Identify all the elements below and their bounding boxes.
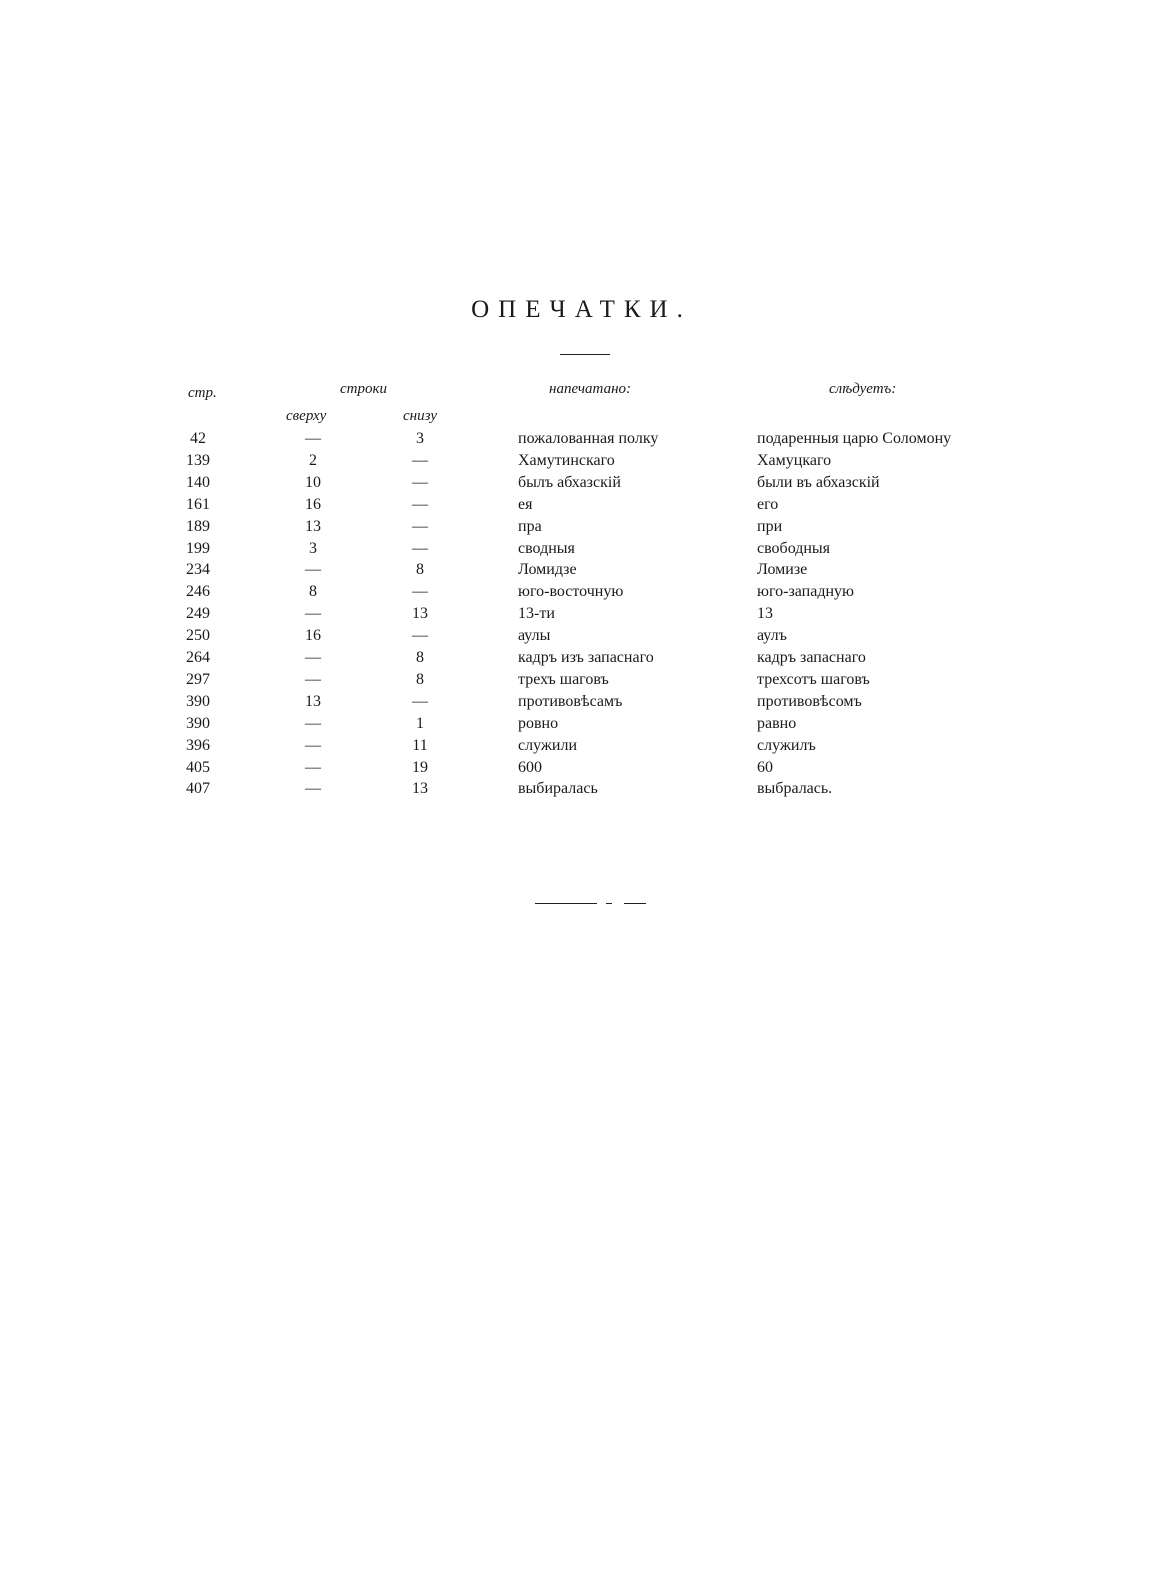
row-line-from-bottom: 8 bbox=[416, 670, 424, 688]
end-rule-right bbox=[624, 903, 646, 904]
row-line-from-top: 8 bbox=[309, 583, 317, 601]
row-page-number: 139 bbox=[186, 451, 210, 469]
table-row bbox=[0, 474, 1163, 496]
row-correct-text: трехсотъ шаговъ bbox=[757, 670, 870, 688]
row-page-number: 42 bbox=[190, 430, 206, 447]
row-line-from-bottom: 8 bbox=[416, 561, 424, 579]
row-printed-text: ея bbox=[518, 495, 533, 513]
table-row bbox=[0, 737, 1163, 759]
row-page-number: 264 bbox=[186, 649, 210, 666]
row-line-from-bottom: — bbox=[412, 495, 428, 513]
row-line-from-bottom: — bbox=[412, 517, 428, 535]
header-page: стр. bbox=[188, 385, 217, 401]
row-line-from-top: 13 bbox=[305, 517, 321, 535]
table-row bbox=[0, 627, 1163, 649]
row-correct-text: свободныя bbox=[757, 539, 831, 557]
row-printed-text: сводныя bbox=[518, 539, 575, 557]
row-printed-text: 13-ти bbox=[518, 605, 555, 623]
row-correct-text: при bbox=[757, 517, 783, 535]
row-line-from-top: — bbox=[305, 736, 321, 754]
row-printed-text: 600 bbox=[518, 758, 542, 776]
row-line-from-bottom: — bbox=[412, 539, 428, 557]
table-row bbox=[0, 561, 1163, 583]
row-page-number: 405 bbox=[186, 758, 210, 776]
row-correct-text: выбралась. bbox=[757, 780, 833, 798]
row-correct-text: 60 bbox=[757, 758, 773, 776]
table-row bbox=[0, 452, 1163, 474]
title-rule bbox=[560, 354, 610, 355]
table-row bbox=[0, 649, 1163, 671]
row-page-number: 407 bbox=[186, 780, 210, 798]
row-page-number: 249 bbox=[186, 605, 210, 623]
row-line-from-bottom: — bbox=[412, 451, 428, 469]
row-line-from-top: — bbox=[305, 670, 321, 688]
row-correct-text: подаренныя царю Соломону bbox=[757, 430, 952, 447]
header-should-read: слѣдуетъ: bbox=[829, 381, 897, 397]
row-page-number: 396 bbox=[186, 736, 210, 754]
header-printed: напечатано: bbox=[549, 381, 632, 397]
row-printed-text: юго-восточную bbox=[518, 583, 624, 601]
row-line-from-bottom: 13 bbox=[412, 605, 428, 623]
row-printed-text: пра bbox=[518, 517, 542, 535]
header-from-top: сверху bbox=[286, 408, 327, 424]
row-line-from-bottom: — bbox=[412, 473, 428, 491]
row-correct-text: служилъ bbox=[757, 736, 816, 754]
table-row bbox=[0, 605, 1163, 627]
row-line-from-bottom: 3 bbox=[416, 430, 424, 447]
row-printed-text: былъ абхазскій bbox=[518, 473, 621, 491]
row-line-from-bottom: 11 bbox=[412, 736, 428, 754]
table-row bbox=[0, 496, 1163, 518]
row-correct-text: равно bbox=[757, 714, 797, 732]
row-page-number: 161 bbox=[186, 495, 210, 513]
row-page-number: 140 bbox=[186, 473, 210, 491]
end-rule-dot bbox=[606, 903, 612, 904]
row-correct-text: юго-западную bbox=[757, 583, 854, 601]
row-correct-text: Хамуцкаго bbox=[757, 451, 832, 469]
row-line-from-bottom: 1 bbox=[416, 714, 424, 732]
row-line-from-bottom: — bbox=[412, 692, 428, 710]
row-printed-text: пожалованная полку bbox=[518, 430, 659, 447]
header-lines: строки bbox=[340, 381, 388, 397]
row-printed-text: трехъ шаговъ bbox=[518, 670, 609, 688]
row-correct-text: его bbox=[757, 495, 779, 513]
table-row bbox=[0, 715, 1163, 737]
row-page-number: 390 bbox=[186, 714, 210, 732]
row-line-from-top: — bbox=[305, 561, 321, 579]
row-correct-text: кадръ запаснаго bbox=[757, 649, 866, 666]
row-line-from-bottom: — bbox=[412, 627, 428, 645]
row-line-from-top: 13 bbox=[305, 692, 321, 710]
row-page-number: 390 bbox=[186, 692, 210, 710]
row-page-number: 246 bbox=[186, 583, 210, 601]
row-line-from-top: 2 bbox=[309, 451, 317, 469]
row-line-from-top: — bbox=[305, 605, 321, 623]
page-title: ОПЕЧАТКИ. bbox=[471, 296, 692, 323]
row-line-from-top: 16 bbox=[305, 627, 321, 645]
row-correct-text: 13 bbox=[757, 605, 773, 623]
end-rule-left bbox=[535, 903, 597, 904]
row-printed-text: служили bbox=[518, 736, 578, 754]
row-line-from-bottom: 19 bbox=[412, 758, 428, 776]
row-printed-text: ровно bbox=[518, 714, 559, 732]
row-page-number: 189 bbox=[186, 517, 210, 535]
row-page-number: 297 bbox=[186, 670, 210, 688]
row-line-from-top: — bbox=[305, 714, 321, 732]
row-line-from-bottom: 13 bbox=[412, 780, 428, 798]
row-line-from-top: — bbox=[305, 780, 321, 798]
row-line-from-top: 3 bbox=[309, 539, 317, 557]
row-line-from-bottom: — bbox=[412, 583, 428, 601]
row-printed-text: кадръ изъ запаснаго bbox=[518, 649, 654, 666]
row-line-from-top: 10 bbox=[305, 473, 321, 491]
table-row bbox=[0, 693, 1163, 715]
header-from-bottom: снизу bbox=[403, 408, 438, 424]
row-correct-text: противовѣсомъ bbox=[757, 692, 862, 710]
row-line-from-bottom: 8 bbox=[416, 649, 424, 666]
row-page-number: 199 bbox=[186, 539, 210, 557]
table-row bbox=[0, 780, 1163, 802]
row-line-from-top: 16 bbox=[305, 495, 321, 513]
table-row bbox=[0, 518, 1163, 540]
table-row bbox=[0, 540, 1163, 562]
table-row bbox=[0, 430, 1163, 452]
row-correct-text: были въ абхазскій bbox=[757, 473, 880, 491]
row-line-from-top: — bbox=[305, 649, 321, 666]
row-printed-text: Хамутинскаго bbox=[518, 451, 615, 469]
row-line-from-top: — bbox=[305, 430, 321, 447]
row-correct-text: Ломизе bbox=[757, 561, 808, 579]
table-row bbox=[0, 671, 1163, 693]
row-printed-text: аулы bbox=[518, 627, 551, 645]
row-printed-text: противовѣсамъ bbox=[518, 692, 623, 710]
table-row bbox=[0, 583, 1163, 605]
row-page-number: 250 bbox=[186, 627, 210, 645]
row-line-from-top: — bbox=[305, 758, 321, 776]
row-printed-text: выбиралась bbox=[518, 780, 598, 798]
row-printed-text: Ломидзе bbox=[518, 561, 577, 579]
row-correct-text: аулъ bbox=[757, 627, 787, 645]
row-page-number: 234 bbox=[186, 561, 210, 579]
table-row bbox=[0, 759, 1163, 781]
